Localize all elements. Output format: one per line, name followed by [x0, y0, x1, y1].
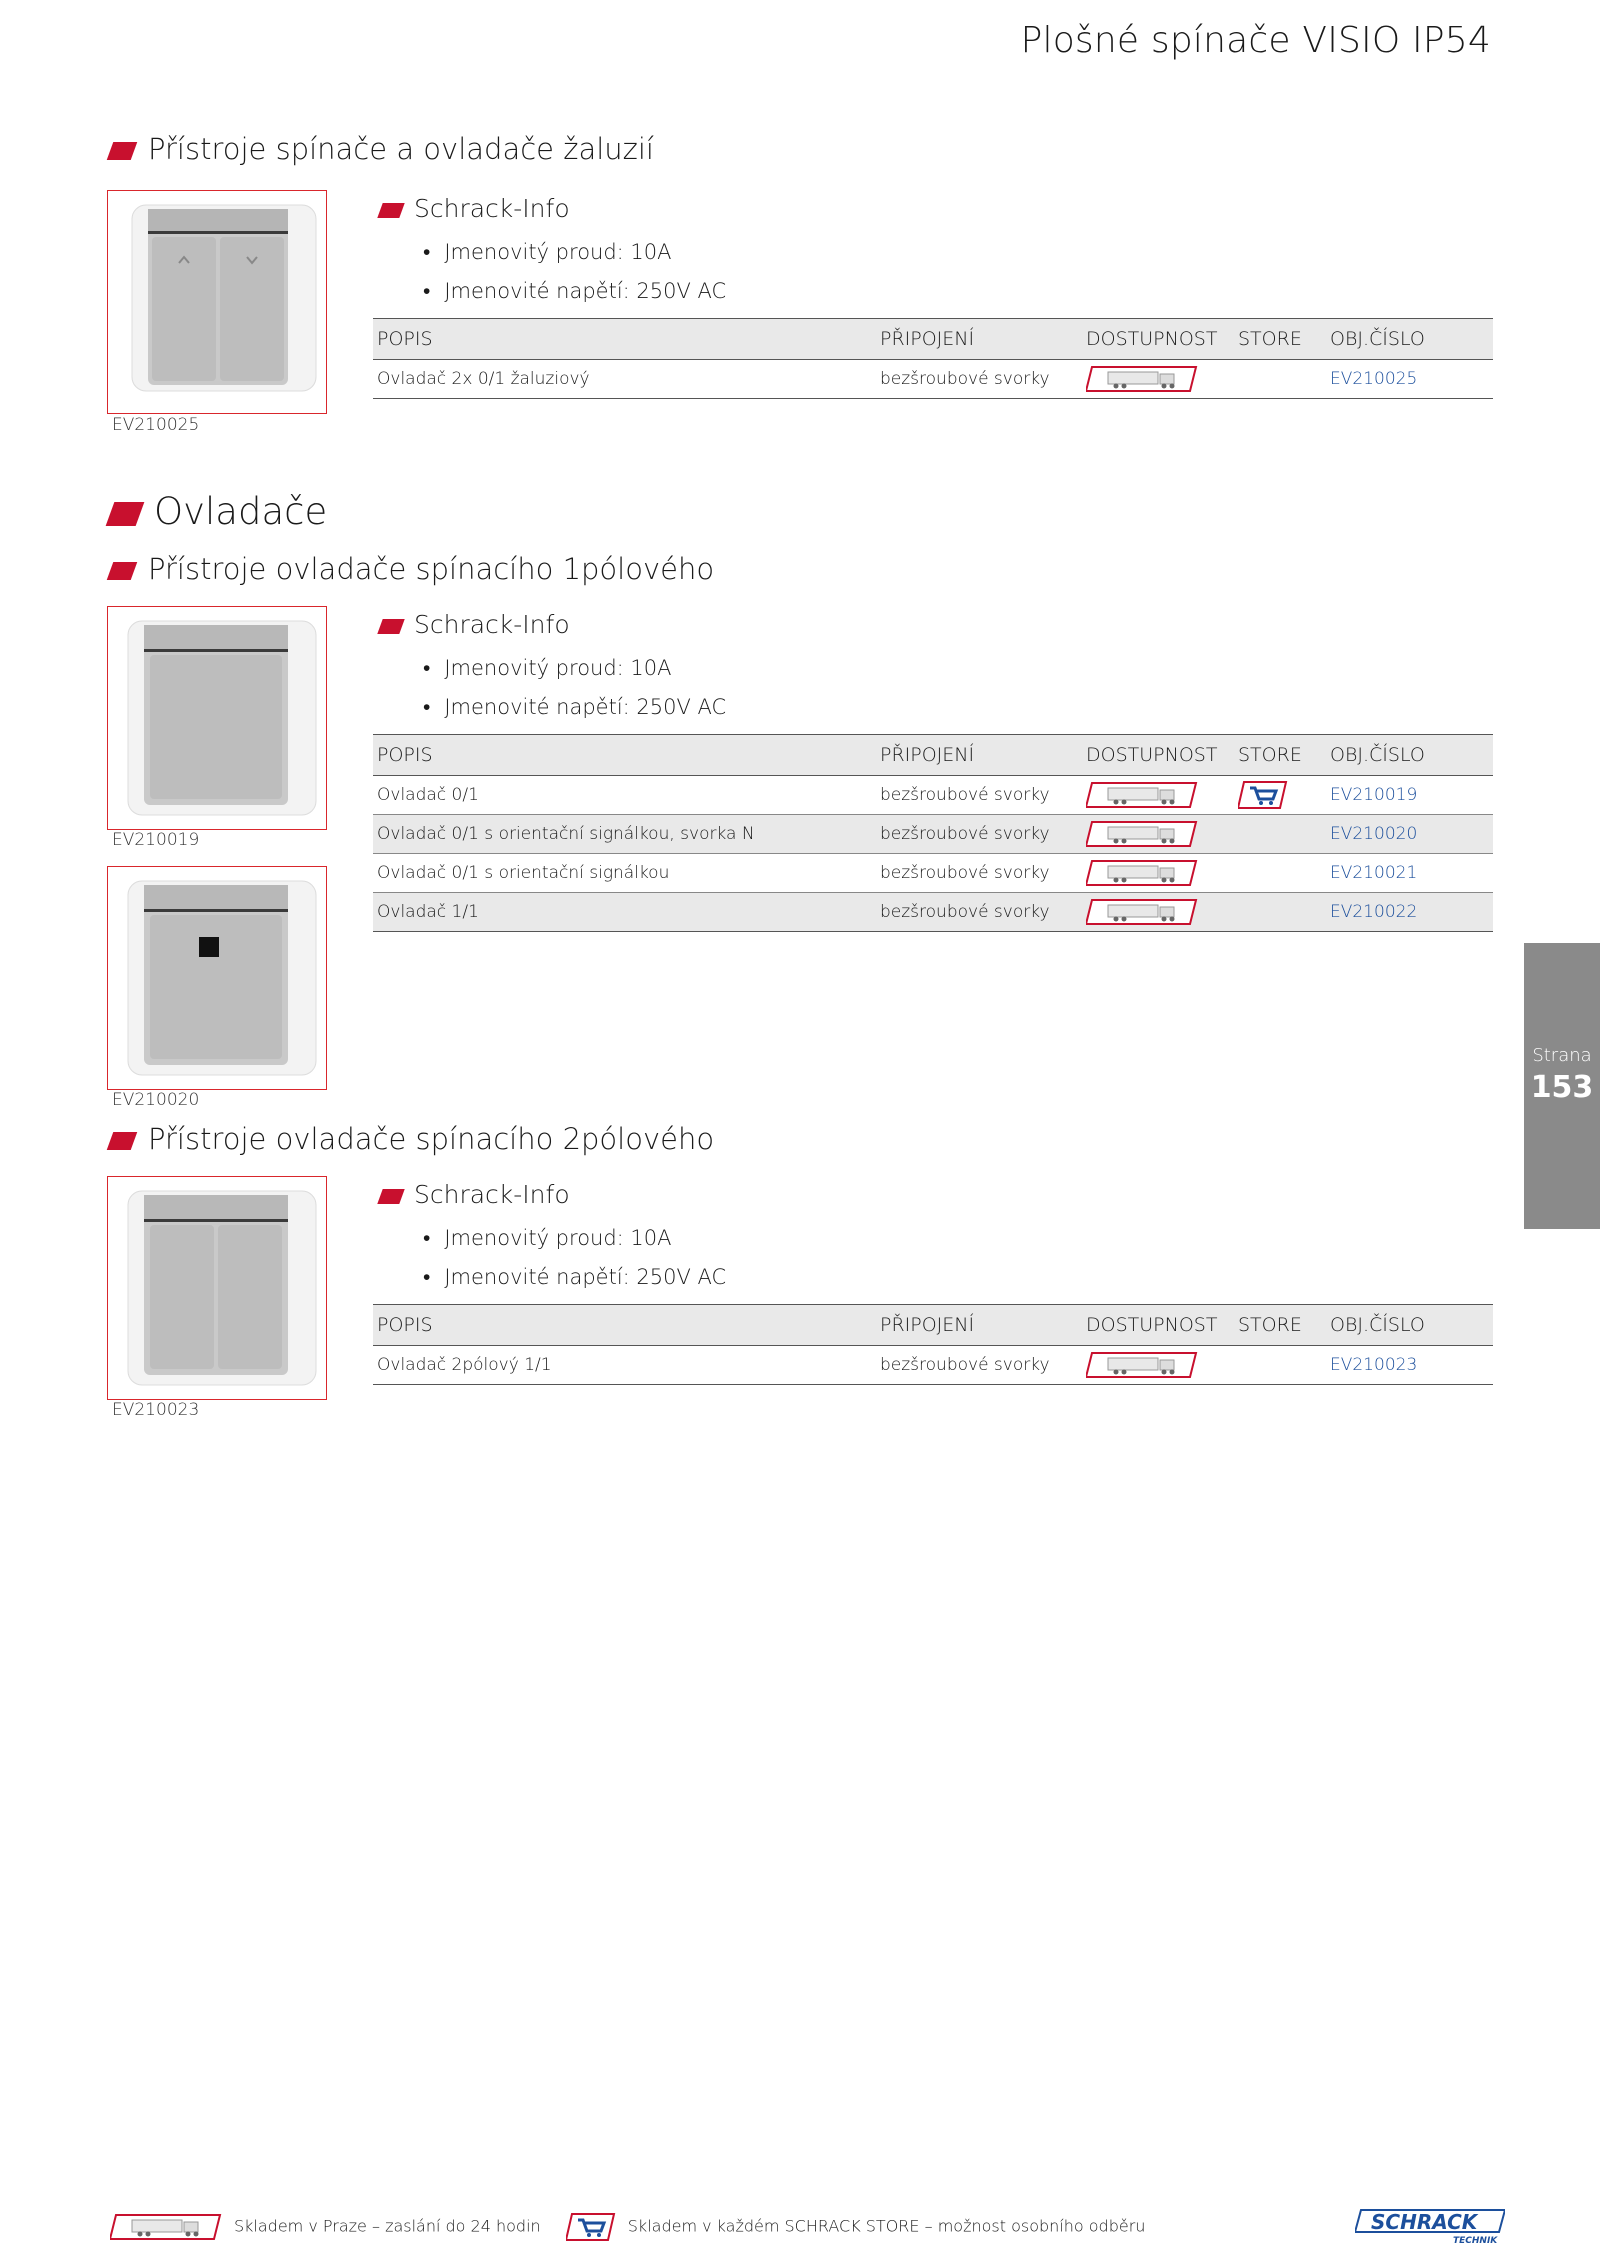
- row-store: [1234, 893, 1326, 932]
- row-order-number[interactable]: EV210020: [1326, 815, 1493, 854]
- info-marker-icon: [377, 619, 404, 634]
- page-label: Strana: [1532, 1045, 1592, 1066]
- row-order-number[interactable]: EV210019: [1326, 776, 1493, 815]
- truck-icon: [1086, 365, 1198, 393]
- schrack-info-heading: Schrack-Info: [380, 194, 570, 223]
- row-dostupnost: [1082, 1346, 1234, 1385]
- row-popis: Ovladač 2x 0/1 žaluziový: [373, 360, 876, 399]
- truck-icon: [1086, 820, 1198, 848]
- product-photo-EV210023: [107, 1176, 327, 1400]
- row-dostupnost: [1082, 815, 1234, 854]
- logo-text: SCHRACK: [1371, 2210, 1478, 2234]
- product-photo-EV210025: [107, 190, 327, 414]
- logo-subtext: TECHNIK: [1453, 2236, 1498, 2246]
- row-dostupnost: [1082, 360, 1234, 399]
- row-popis: Ovladač 2pólový 1/1: [373, 1346, 876, 1385]
- section-heading-ovladace: Ovladače: [110, 490, 327, 533]
- row-store: [1234, 815, 1326, 854]
- section-marker-icon: [107, 142, 138, 160]
- footer-truck-legend: Skladem v Praze – zaslání do 24 hodin: [110, 2213, 541, 2241]
- info-bullet: • Jmenovité napětí: 250V AC: [423, 695, 726, 720]
- photo-caption: EV210023: [112, 1400, 200, 1420]
- row-dostupnost: [1082, 776, 1234, 815]
- row-pripojeni: bezšroubové svorky: [876, 1346, 1082, 1385]
- row-dostupnost: [1082, 854, 1234, 893]
- page-title: Plošné spínače VISIO IP54: [1020, 20, 1491, 61]
- table-row: [373, 1346, 1493, 1385]
- col-header-popis: POPIS: [373, 1305, 876, 1346]
- row-pripojeni: bezšroubové svorky: [876, 854, 1082, 893]
- info-bullet: • Jmenovité napětí: 250V AC: [423, 1265, 726, 1290]
- row-store: [1234, 360, 1326, 399]
- section-marker-icon: [107, 1132, 138, 1150]
- truck-icon: [1086, 781, 1198, 809]
- product-photo-EV210019: [107, 606, 327, 830]
- store-cart-icon: [566, 2212, 616, 2242]
- info-bullet: • Jmenovitý proud: 10A: [423, 656, 672, 681]
- schrack-logo-icon: [1355, 2206, 1505, 2246]
- row-popis: Ovladač 1/1: [373, 893, 876, 932]
- truck-icon: [1086, 1351, 1198, 1379]
- page-number-tab: [1524, 943, 1600, 1229]
- row-popis: Ovladač 0/1 s orientační signálkou, svorka N: [373, 815, 876, 854]
- schrack-info-heading: Schrack-Info: [380, 1180, 570, 1209]
- info-bullet: • Jmenovitý proud: 10A: [423, 240, 672, 265]
- col-header-store: STORE: [1234, 319, 1326, 360]
- info-marker-icon: [377, 1189, 404, 1204]
- row-pripojeni: bezšroubové svorky: [876, 893, 1082, 932]
- col-header-pripojeni: PŘIPOJENÍ: [876, 319, 1082, 360]
- col-header-dostupnost: DOSTUPNOST: [1082, 1305, 1234, 1346]
- col-header-popis: POPIS: [373, 735, 876, 776]
- table-row: [373, 893, 1493, 932]
- schrack-info-heading: Schrack-Info: [380, 610, 570, 639]
- row-pripojeni: bezšroubové svorky: [876, 815, 1082, 854]
- col-header-obj: OBJ.ČÍSLO: [1326, 735, 1493, 776]
- truck-icon: [110, 2213, 222, 2241]
- subsection-heading-1pole: Přístroje ovladače spínacího 1pólového: [110, 552, 714, 586]
- row-order-number[interactable]: EV210022: [1326, 893, 1493, 932]
- switch-photo-icon: [108, 1177, 326, 1399]
- schrack-logo: [1355, 2206, 1505, 2250]
- info-bullet: • Jmenovitý proud: 10A: [423, 1226, 672, 1251]
- section-marker-icon: [106, 502, 145, 526]
- footer-store-legend: Skladem v každém SCHRACK STORE – možnost osobního odběru: [566, 2212, 1146, 2242]
- table-row: [373, 815, 1493, 854]
- row-order-number[interactable]: EV210025: [1326, 360, 1493, 399]
- footer-legend: [110, 2212, 1165, 2242]
- subsection-heading-2pole: Přístroje ovladače spínacího 2pólového: [110, 1122, 714, 1156]
- col-header-dostupnost: DOSTUPNOST: [1082, 319, 1234, 360]
- row-dostupnost: [1082, 893, 1234, 932]
- photo-caption: EV210019: [112, 830, 200, 850]
- page-number: 153: [1530, 1070, 1594, 1105]
- table-row: [373, 854, 1493, 893]
- row-order-number[interactable]: EV210021: [1326, 854, 1493, 893]
- product-table-2pole: [373, 1304, 1493, 1385]
- row-order-number[interactable]: EV210023: [1326, 1346, 1493, 1385]
- section-heading-text: Přístroje spínače a ovladače žaluzií: [148, 132, 654, 166]
- info-bullet: • Jmenovité napětí: 250V AC: [423, 279, 726, 304]
- store-cart-icon: [1238, 780, 1288, 810]
- truck-icon: [1086, 859, 1198, 887]
- table-row: [373, 360, 1493, 399]
- row-store: [1234, 776, 1326, 815]
- col-header-popis: POPIS: [373, 319, 876, 360]
- col-header-store: STORE: [1234, 1305, 1326, 1346]
- section-marker-icon: [107, 562, 138, 580]
- row-pripojeni: bezšroubové svorky: [876, 776, 1082, 815]
- col-header-store: STORE: [1234, 735, 1326, 776]
- switch-photo-icon: [108, 191, 326, 413]
- row-store: [1234, 1346, 1326, 1385]
- row-store: [1234, 854, 1326, 893]
- truck-icon: [1086, 898, 1198, 926]
- col-header-dostupnost: DOSTUPNOST: [1082, 735, 1234, 776]
- info-marker-icon: [377, 203, 404, 218]
- col-header-pripojeni: PŘIPOJENÍ: [876, 1305, 1082, 1346]
- switch-photo-icon: [108, 867, 326, 1089]
- product-table-1pole: [373, 734, 1493, 932]
- col-header-pripojeni: PŘIPOJENÍ: [876, 735, 1082, 776]
- product-table-blinds: [373, 318, 1493, 399]
- product-photo-EV210020: [107, 866, 327, 1090]
- section-heading-blinds: [110, 132, 654, 166]
- photo-caption: EV210020: [112, 1090, 200, 1110]
- row-popis: Ovladač 0/1 s orientační signálkou: [373, 854, 876, 893]
- col-header-obj: OBJ.ČÍSLO: [1326, 1305, 1493, 1346]
- table-row: [373, 776, 1493, 815]
- col-header-obj: OBJ.ČÍSLO: [1326, 319, 1493, 360]
- row-popis: Ovladač 0/1: [373, 776, 876, 815]
- photo-caption: EV210025: [112, 415, 200, 435]
- row-pripojeni: bezšroubové svorky: [876, 360, 1082, 399]
- switch-photo-icon: [108, 607, 326, 829]
